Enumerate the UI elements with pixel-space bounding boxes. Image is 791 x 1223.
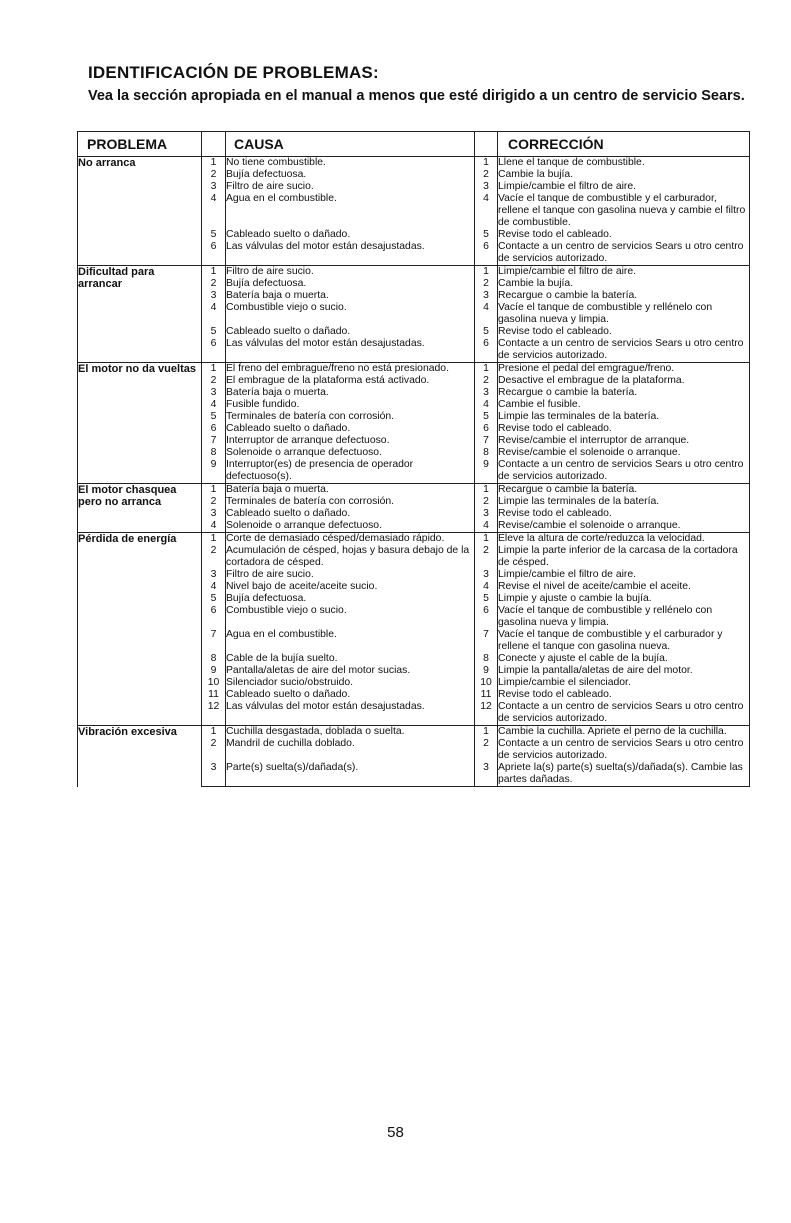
correction-number: 3 bbox=[475, 290, 498, 302]
problem-cell: Dificultad para arrancar bbox=[78, 266, 202, 363]
cause-text: Cableado suelto o dañado. bbox=[226, 508, 351, 519]
correction-number: 11 bbox=[475, 689, 498, 701]
correction-number: 2 bbox=[475, 545, 498, 569]
cause-number: 2 bbox=[202, 738, 226, 762]
correction-number: 5 bbox=[475, 326, 498, 338]
correction-text: Revise/cambie el interruptor de arranque. bbox=[498, 435, 750, 447]
correction-number: 1 bbox=[475, 266, 498, 279]
cause-number: 8 bbox=[202, 653, 226, 665]
cause-number: 5 bbox=[202, 229, 226, 241]
header-correction-number bbox=[475, 132, 498, 157]
problem-cell: El motor no da vueltas bbox=[78, 363, 202, 484]
cause-text: Parte(s) suelta(s)/dañada(s). bbox=[226, 762, 475, 787]
table-row bbox=[78, 726, 750, 739]
correction-number: 7 bbox=[475, 629, 498, 653]
cause-number: 1 bbox=[202, 157, 226, 170]
correction-number: 8 bbox=[475, 447, 498, 459]
correction-text: Limpie la pantalla/aletas de aire del motor. bbox=[498, 665, 750, 677]
page-subtitle: Vea la sección apropiada en el manual a menos que esté dirigido a un centro de servicio Sears. bbox=[88, 88, 745, 104]
cause-text: Bujía defectuosa. bbox=[226, 169, 307, 180]
correction-number: 4 bbox=[475, 302, 498, 326]
cause-text: Filtro de aire sucio. bbox=[226, 569, 314, 580]
table-row bbox=[78, 484, 750, 497]
correction-text: Limpie las terminales de la batería. bbox=[498, 411, 750, 423]
correction-text: Cambie la bujía. bbox=[498, 278, 750, 290]
correction-text: Cambie la cuchilla. Apriete el perno de la cuchilla. bbox=[498, 726, 750, 739]
problem-cell: El motor chasquea pero no arranca bbox=[78, 484, 202, 533]
cause-text: Cableado suelto o dañado. bbox=[226, 423, 351, 434]
cause-number: 2 bbox=[202, 169, 226, 181]
correction-number: 9 bbox=[475, 665, 498, 677]
cause-number: 9 bbox=[202, 665, 226, 677]
cause-text: El freno del embrague/freno no está presionado. bbox=[226, 363, 475, 376]
cause-text: Cableado suelto o dañado. bbox=[226, 326, 351, 337]
troubleshooting-table bbox=[77, 131, 750, 787]
correction-text: Eleve la altura de corte/reduzca la velocidad. bbox=[498, 533, 750, 546]
correction-text: Contacte a un centro de servicios Sears u otro centro de servicios autorizado. bbox=[498, 241, 750, 266]
cause-number: 3 bbox=[202, 181, 226, 193]
correction-text: Apriete la(s) parte(s) suelta(s)/dañada(s). Cambie las partes dañadas. bbox=[498, 762, 750, 787]
correction-number: 3 bbox=[475, 762, 498, 787]
correction-text: Limpie la parte inferior de la carcasa de la cortadora de césped. bbox=[498, 545, 750, 569]
cause-text: Cableado suelto o dañado. bbox=[226, 229, 351, 240]
page-title: IDENTIFICACIÓN DE PROBLEMAS: bbox=[88, 63, 379, 82]
cause-text: Nivel bajo de aceite/aceite sucio. bbox=[226, 581, 378, 592]
problem-cell: Pérdida de energía bbox=[78, 533, 202, 726]
cause-number: 12 bbox=[202, 701, 226, 726]
cause-number: 3 bbox=[202, 387, 226, 399]
correction-text: Limpie/cambie el filtro de aire. bbox=[498, 181, 750, 193]
correction-number: 3 bbox=[475, 181, 498, 193]
cause-number: 3 bbox=[202, 290, 226, 302]
correction-number: 3 bbox=[475, 387, 498, 399]
correction-number: 5 bbox=[475, 229, 498, 241]
correction-number: 2 bbox=[475, 375, 498, 387]
cause-text: Pantalla/aletas de aire del motor sucias. bbox=[226, 665, 411, 676]
cause-number: 7 bbox=[202, 435, 226, 447]
correction-text: Vacíe el tanque de combustible y rellénelo con gasolina nueva y limpia. bbox=[498, 605, 750, 629]
correction-text: Desactive el embrague de la plataforma. bbox=[498, 375, 750, 387]
cause-text: Filtro de aire sucio. bbox=[226, 181, 314, 192]
correction-number: 9 bbox=[475, 459, 498, 484]
cause-number: 4 bbox=[202, 302, 226, 326]
correction-number: 2 bbox=[475, 278, 498, 290]
cause-number: 8 bbox=[202, 447, 226, 459]
correction-text: Revise/cambie el solenoide o arranque. bbox=[498, 447, 750, 459]
problem-cell: No arranca bbox=[78, 157, 202, 266]
correction-text: Limpie y ajuste o cambie la bujía. bbox=[498, 593, 750, 605]
cause-number: 2 bbox=[202, 278, 226, 290]
cause-text: Cable de la bujía suelto. bbox=[226, 653, 338, 664]
table-row bbox=[78, 266, 750, 279]
correction-text: Vacíe el tanque de combustible y el carburador, rellene el tanque con gasolina nueva y cambie el filtro de combustible. bbox=[498, 193, 750, 229]
cause-text: Bujía defectuosa. bbox=[226, 593, 307, 604]
header-problem: PROBLEMA bbox=[78, 132, 202, 157]
correction-text: Revise todo el cableado. bbox=[498, 689, 750, 701]
cause-text: Las válvulas del motor están desajustadas. bbox=[226, 338, 425, 349]
correction-number: 10 bbox=[475, 677, 498, 689]
cause-number: 1 bbox=[202, 266, 226, 279]
correction-number: 4 bbox=[475, 520, 498, 533]
correction-number: 5 bbox=[475, 593, 498, 605]
correction-text: Contacte a un centro de servicios Sears u otro centro de servicios autorizado. bbox=[498, 338, 750, 363]
correction-text: Contacte a un centro de servicios Sears u otro centro de servicios autorizado. bbox=[498, 459, 750, 484]
cause-number: 3 bbox=[202, 508, 226, 520]
cause-text: Silenciador sucio/obstruido. bbox=[226, 677, 354, 688]
cause-text: Solenoide o arranque defectuoso. bbox=[226, 520, 382, 531]
correction-number: 8 bbox=[475, 653, 498, 665]
table-row bbox=[78, 157, 750, 170]
correction-number: 2 bbox=[475, 496, 498, 508]
correction-text: Recargue o cambie la batería. bbox=[498, 387, 750, 399]
correction-number: 2 bbox=[475, 738, 498, 762]
cause-number: 2 bbox=[202, 496, 226, 508]
header-cause: CAUSA bbox=[226, 132, 475, 157]
cause-number: 5 bbox=[202, 326, 226, 338]
problem-cell: Vibración excesiva bbox=[78, 726, 202, 787]
correction-number: 4 bbox=[475, 581, 498, 593]
cause-text: Mandril de cuchilla doblado. bbox=[226, 738, 355, 749]
cause-number: 4 bbox=[202, 581, 226, 593]
cause-number: 6 bbox=[202, 605, 226, 629]
cause-number: 1 bbox=[202, 484, 226, 497]
cause-text: Terminales de batería con corrosión. bbox=[226, 496, 395, 507]
cause-text: Filtro de aire sucio. bbox=[226, 266, 475, 279]
correction-number: 6 bbox=[475, 605, 498, 629]
cause-text: Interruptor(es) de presencia de operador defectuoso(s). bbox=[226, 459, 414, 482]
correction-number: 3 bbox=[475, 569, 498, 581]
page-number: 58 bbox=[387, 1124, 404, 1141]
correction-number: 4 bbox=[475, 193, 498, 229]
cause-number: 3 bbox=[202, 762, 226, 787]
cause-text: Corte de demasiado césped/demasiado rápido. bbox=[226, 533, 475, 546]
correction-text: Revise todo el cableado. bbox=[498, 508, 750, 520]
correction-number: 7 bbox=[475, 435, 498, 447]
cause-number: 6 bbox=[202, 241, 226, 266]
cause-text: Fusible fundido. bbox=[226, 399, 300, 410]
correction-text: Contacte a un centro de servicios Sears u otro centro de servicios autorizado. bbox=[498, 701, 750, 726]
correction-number: 4 bbox=[475, 399, 498, 411]
correction-text: Limpie/cambie el silenciador. bbox=[498, 677, 750, 689]
cause-number: 4 bbox=[202, 520, 226, 533]
header-cause-number bbox=[202, 132, 226, 157]
cause-text: Agua en el combustible. bbox=[226, 193, 337, 204]
correction-number: 1 bbox=[475, 484, 498, 497]
cause-number: 4 bbox=[202, 193, 226, 229]
cause-number: 5 bbox=[202, 411, 226, 423]
troubleshooting-table-wrapper bbox=[77, 131, 749, 787]
cause-text: Las válvulas del motor están desajustadas. bbox=[226, 241, 425, 252]
cause-number: 7 bbox=[202, 629, 226, 653]
cause-text: Cableado suelto o dañado. bbox=[226, 689, 351, 700]
correction-text: Llene el tanque de combustible. bbox=[498, 157, 750, 170]
correction-number: 12 bbox=[475, 701, 498, 726]
correction-text: Conecte y ajuste el cable de la bujía. bbox=[498, 653, 750, 665]
correction-text: Limpie/cambie el filtro de aire. bbox=[498, 266, 750, 279]
cause-text: Acumulación de césped, hojas y basura debajo de la cortadora de césped. bbox=[226, 545, 470, 568]
cause-number: 9 bbox=[202, 459, 226, 484]
correction-number: 3 bbox=[475, 508, 498, 520]
correction-text: Revise/cambie el solenoide o arranque. bbox=[498, 520, 750, 533]
correction-text: Cambie el fusible. bbox=[498, 399, 750, 411]
correction-number: 1 bbox=[475, 363, 498, 376]
cause-number: 2 bbox=[202, 375, 226, 387]
correction-number: 1 bbox=[475, 157, 498, 170]
correction-text: Contacte a un centro de servicios Sears u otro centro de servicios autorizado. bbox=[498, 738, 750, 762]
correction-number: 6 bbox=[475, 241, 498, 266]
cause-text: Terminales de batería con corrosión. bbox=[226, 411, 395, 422]
table-row bbox=[78, 533, 750, 546]
cause-text: Batería baja o muerta. bbox=[226, 387, 329, 398]
correction-number: 6 bbox=[475, 423, 498, 435]
cause-number: 6 bbox=[202, 423, 226, 435]
cause-text: Interruptor de arranque defectuoso. bbox=[226, 435, 390, 446]
header-correction: CORRECCIÓN bbox=[498, 132, 750, 157]
cause-number: 6 bbox=[202, 338, 226, 363]
cause-number: 1 bbox=[202, 726, 226, 739]
cause-text: Las válvulas del motor están desajustadas. bbox=[226, 701, 425, 712]
cause-text: Batería baja o muerta. bbox=[226, 484, 475, 497]
cause-text: Agua en el combustible. bbox=[226, 629, 337, 640]
correction-number: 1 bbox=[475, 726, 498, 739]
correction-text: Vacíe el tanque de combustible y rellénelo con gasolina nueva y limpia. bbox=[498, 302, 750, 326]
correction-number: 6 bbox=[475, 338, 498, 363]
correction-number: 1 bbox=[475, 533, 498, 546]
table-body bbox=[78, 157, 750, 787]
correction-text: Vacíe el tanque de combustible y el carburador y rellene el tanque con gasolina nueva. bbox=[498, 629, 750, 653]
cause-number: 1 bbox=[202, 363, 226, 376]
cause-text: Combustible viejo o sucio. bbox=[226, 302, 347, 313]
cause-number: 5 bbox=[202, 593, 226, 605]
correction-text: Presione el pedal del emgrague/freno. bbox=[498, 363, 750, 376]
table-row bbox=[78, 363, 750, 376]
correction-text: Recargue o cambie la batería. bbox=[498, 290, 750, 302]
cause-number: 2 bbox=[202, 545, 226, 569]
correction-text: Cambie la bujía. bbox=[498, 169, 750, 181]
cause-number: 1 bbox=[202, 533, 226, 546]
cause-text: Combustible viejo o sucio. bbox=[226, 605, 347, 616]
table-header-row bbox=[78, 132, 750, 157]
cause-text: Bujía defectuosa. bbox=[226, 278, 307, 289]
cause-text: Solenoide o arranque defectuoso. bbox=[226, 447, 382, 458]
correction-text: Revise el nivel de aceite/cambie el aceite. bbox=[498, 581, 750, 593]
correction-number: 2 bbox=[475, 169, 498, 181]
cause-text: El embrague de la plataforma está activado. bbox=[226, 375, 430, 386]
correction-text: Revise todo el cableado. bbox=[498, 229, 750, 241]
cause-number: 10 bbox=[202, 677, 226, 689]
correction-text: Recargue o cambie la batería. bbox=[498, 484, 750, 497]
cause-text: Batería baja o muerta. bbox=[226, 290, 329, 301]
correction-number: 5 bbox=[475, 411, 498, 423]
correction-text: Limpie/cambie el filtro de aire. bbox=[498, 569, 750, 581]
cause-number: 4 bbox=[202, 399, 226, 411]
correction-text: Limpie las terminales de la batería. bbox=[498, 496, 750, 508]
correction-text: Revise todo el cableado. bbox=[498, 423, 750, 435]
correction-text: Revise todo el cableado. bbox=[498, 326, 750, 338]
cause-number: 11 bbox=[202, 689, 226, 701]
cause-text: No tiene combustible. bbox=[226, 157, 475, 170]
cause-number: 3 bbox=[202, 569, 226, 581]
cause-text: Cuchilla desgastada, doblada o suelta. bbox=[226, 726, 475, 739]
